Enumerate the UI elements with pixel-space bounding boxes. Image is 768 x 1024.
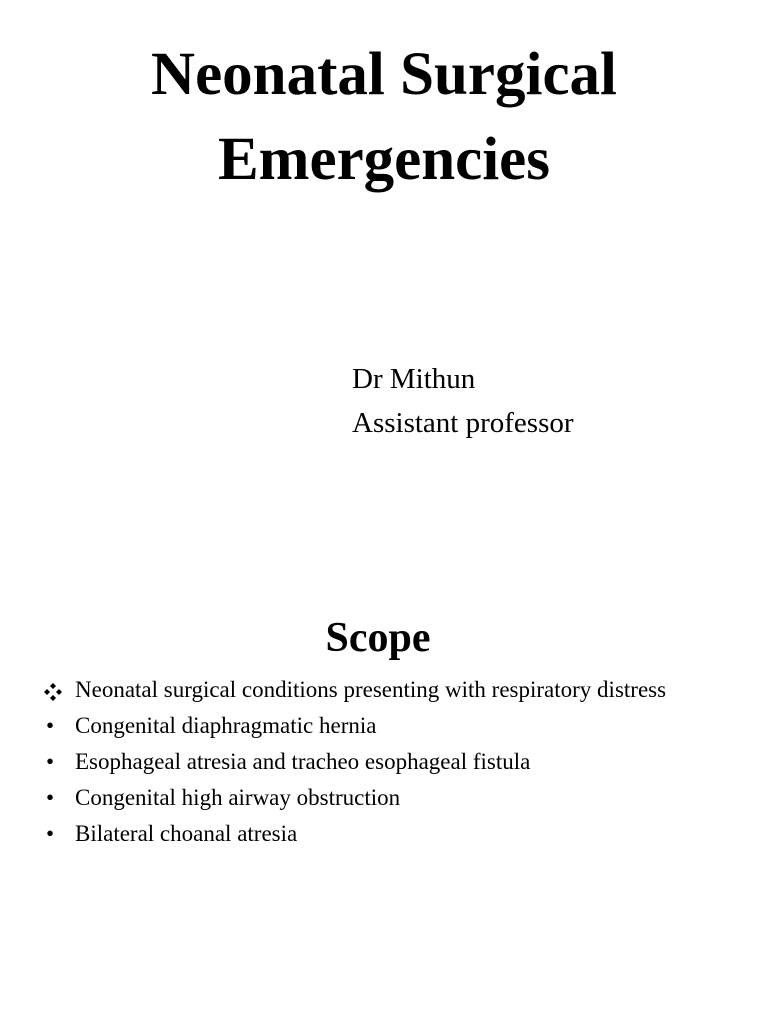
scope-list	[44, 674, 684, 854]
list-item	[44, 710, 684, 741]
slide-title	[0, 32, 768, 202]
author-name: Dr Mithun	[352, 363, 476, 395]
title-line-2: Emergencies	[218, 126, 550, 193]
list-item-text: Congenital diaphragmatic hernia	[75, 713, 377, 738]
list-item-text: Esophageal atresia and tracheo esophageal fistula	[75, 749, 531, 774]
list-item	[44, 818, 684, 849]
list-item	[44, 746, 684, 777]
scope-heading: Scope	[325, 615, 431, 661]
list-item-text: Neonatal surgical conditions presenting with respiratory distress	[75, 677, 667, 702]
author-role: Assistant professor	[352, 407, 574, 439]
diamond-cluster-icon	[44, 678, 68, 709]
list-item-text: Congenital high airway obstruction	[75, 785, 401, 810]
bullet-dot-icon: •	[46, 785, 55, 810]
bullet-dot-icon: •	[46, 713, 55, 738]
bullet-dot-icon: •	[46, 749, 55, 774]
bullet-dot-icon: •	[46, 821, 55, 846]
list-item	[44, 674, 684, 705]
title-line-1: Neonatal Surgical	[151, 41, 617, 108]
author-block	[352, 357, 574, 445]
list-item	[44, 782, 684, 813]
list-item-text: Bilateral choanal atresia	[75, 821, 298, 846]
